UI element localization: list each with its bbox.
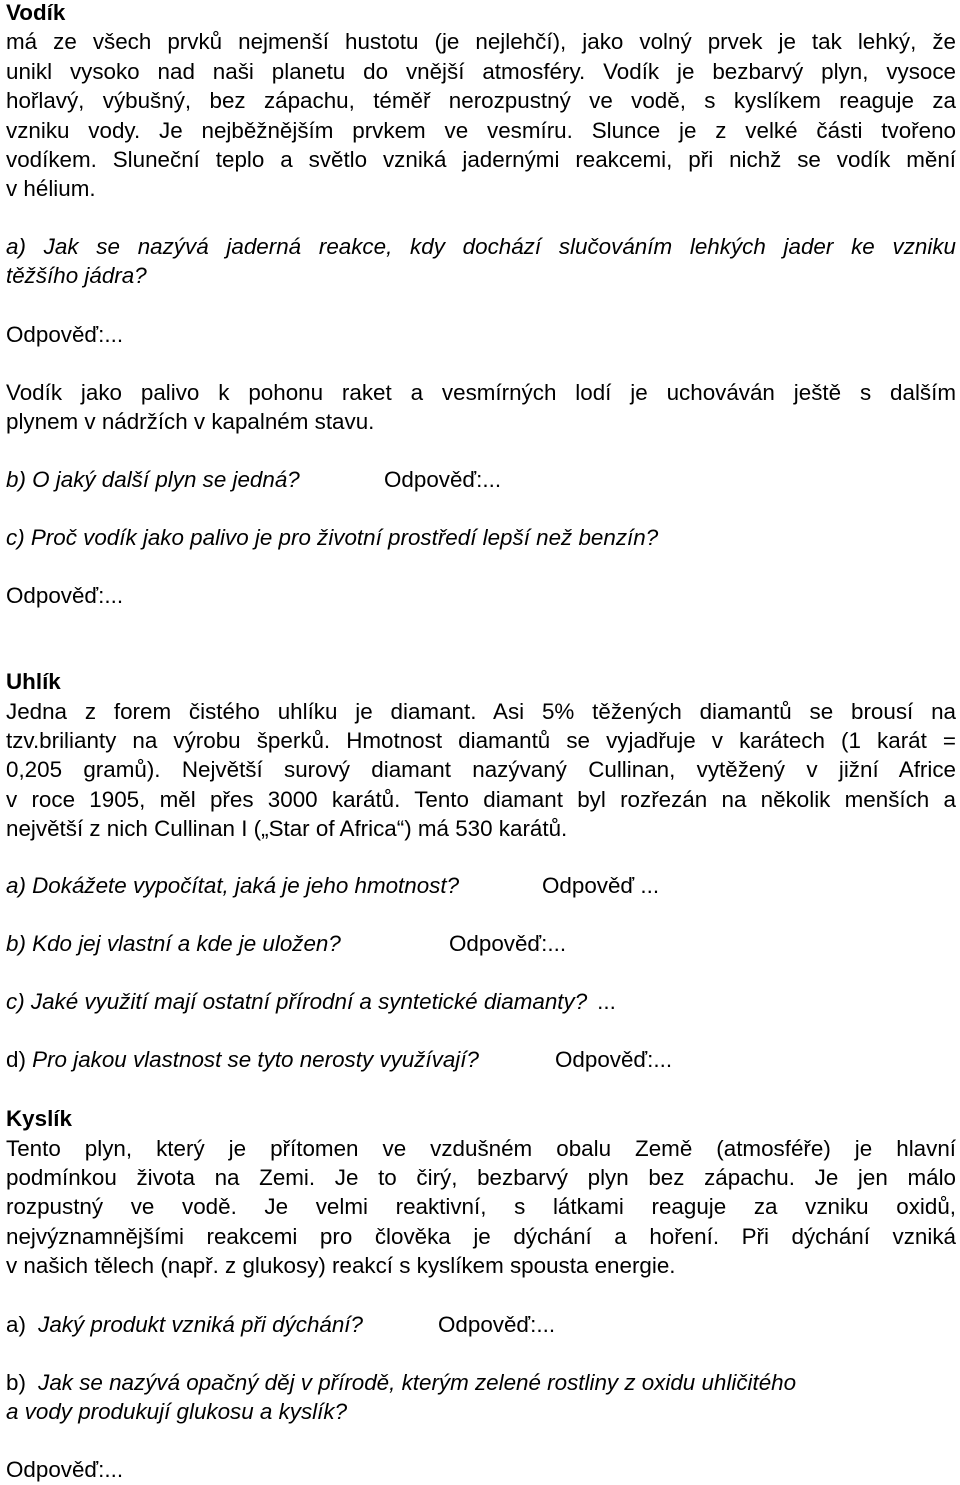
vodik-question-c: c) Proč vodík jako palivo je pro životní prostředí lepší než benzín?	[6, 525, 659, 550]
kyslik-text-line: rozpustný ve vodě. Je velmi reaktivní, s látkami reaguje za vzniku oxidů,	[6, 1194, 956, 1219]
uhlik-question-d-row	[6, 1045, 956, 1075]
kyslik-answer-a: Odpověď:...	[438, 1312, 556, 1337]
uhlik-text-line: 0,205 gramů). Největší surový diamant nazývaný Cullinan, vytěžený v jižní Africe	[6, 757, 956, 782]
vodik-intro-line: unikl vysoko nad naši planetu do vnější atmosféry. Vodík je bezbarvý plyn, vysoce	[6, 59, 956, 84]
vodik-question-b: b) O jaký další plyn se jedná?	[6, 467, 300, 492]
vodik-fuel-line: plynem v nádržích v kapalném stavu.	[6, 409, 375, 434]
vodik-fuel-line: Vodík jako palivo k pohonu raket a vesmírných lodí je uchováván ještě s dalším	[6, 380, 956, 405]
kyslik-answer-b: Odpověď:...	[6, 1457, 124, 1482]
kyslik-question-b-row	[6, 1368, 956, 1398]
vodik-question-a: a) Jak se nazývá jaderná reakce, kdy dochází slučováním lehkých jader ke vzniku	[6, 234, 956, 259]
uhlik-text-line: tzv.brilianty na výrobu šperků. Hmotnost diamantů se vyjadřuje v karátech (1 karát =	[6, 728, 956, 753]
uhlik-text-line: v roce 1905, měl přes 3000 karátů. Tento diamant byl rozřezán na několik menších a	[6, 787, 956, 812]
kyslik-question-b: Jak se nazývá opačný děj v přírodě, kterým zelené rostliny z oxidu uhličitého	[38, 1370, 797, 1395]
vodik-answer-c: Odpověď:...	[6, 583, 124, 608]
section-heading-uhlik: Uhlík	[6, 669, 61, 694]
vodik-intro-line: hořlavý, výbušný, bez zápachu, téměř nerozpustný ve vodě, s kyslíkem reaguje za	[6, 88, 956, 113]
uhlik-answer-d: Odpověď:...	[555, 1047, 673, 1072]
vodik-question-b-row	[6, 465, 956, 495]
uhlik-question-a-row	[6, 871, 956, 901]
uhlik-answer-c: ...	[597, 989, 616, 1014]
vodik-intro-line: vzniku vody. Je nejběžnějším prvkem ve vesmíru. Slunce je z velké části tvořeno	[6, 118, 956, 143]
uhlik-answer-a: Odpověď ...	[542, 873, 660, 898]
uhlik-text-line: Jedna z forem čistého uhlíku je diamant. Asi 5% těžených diamantů se brousí na	[6, 699, 956, 724]
vodik-intro-line: v hélium.	[6, 176, 96, 201]
kyslik-question-a-prefix: a)	[6, 1312, 26, 1337]
uhlik-question-d-prefix: d)	[6, 1047, 26, 1072]
kyslik-question-a-row	[6, 1310, 956, 1340]
kyslik-text-line: podmínkou života na Zemi. Je to čirý, bezbarvý plyn bez zápachu. Je jen málo	[6, 1165, 956, 1190]
uhlik-question-c: c) Jaké využití mají ostatní přírodní a syntetické diamanty?	[6, 989, 588, 1014]
vodik-answer-a: Odpověď:...	[6, 322, 124, 347]
kyslik-text-line: nejvýznamnějšími reakcemi pro člověka je dýchání a hoření. Při dýchání vzniká	[6, 1224, 956, 1249]
kyslik-question-b-prefix: b)	[6, 1370, 26, 1395]
uhlik-question-a: a) Dokážete vypočítat, jaká je jeho hmotnost?	[6, 873, 460, 898]
section-heading-vodik: Vodík	[6, 0, 66, 25]
kyslik-text-line: Tento plyn, který je přítomen ve vzdušném obalu Země (atmosféře) je hlavní	[6, 1136, 956, 1161]
kyslik-question-b-cont: a vody produkují glukosu a kyslík?	[6, 1399, 348, 1424]
uhlik-text-line: největší z nich Cullinan I („Star of Africa“) má 530 karátů.	[6, 816, 568, 841]
uhlik-question-b-row	[6, 929, 956, 959]
vodik-question-a-cont: těžšího jádra?	[6, 263, 147, 288]
kyslik-text-line: v našich tělech (např. z glukosy) reakcí s kyslíkem spousta energie.	[6, 1253, 676, 1278]
section-heading-kyslik: Kyslík	[6, 1106, 72, 1131]
uhlik-answer-b: Odpověď:...	[449, 931, 567, 956]
vodik-intro-line: vodíkem. Sluneční teplo a světlo vzniká jadernými reakcemi, při nichž se vodík mění	[6, 147, 956, 172]
uhlik-question-b: b) Kdo jej vlastní a kde je uložen?	[6, 931, 341, 956]
uhlik-question-c-row	[6, 987, 956, 1017]
uhlik-question-d: Pro jakou vlastnost se tyto nerosty využívají?	[32, 1047, 479, 1072]
kyslik-question-a: Jaký produkt vzniká při dýchání?	[38, 1312, 363, 1337]
vodik-answer-b: Odpověď:...	[384, 467, 502, 492]
vodik-intro-line: má ze všech prvků nejmenší hustotu (je nejlehčí), jako volný prvek je tak lehký, že	[6, 29, 956, 54]
